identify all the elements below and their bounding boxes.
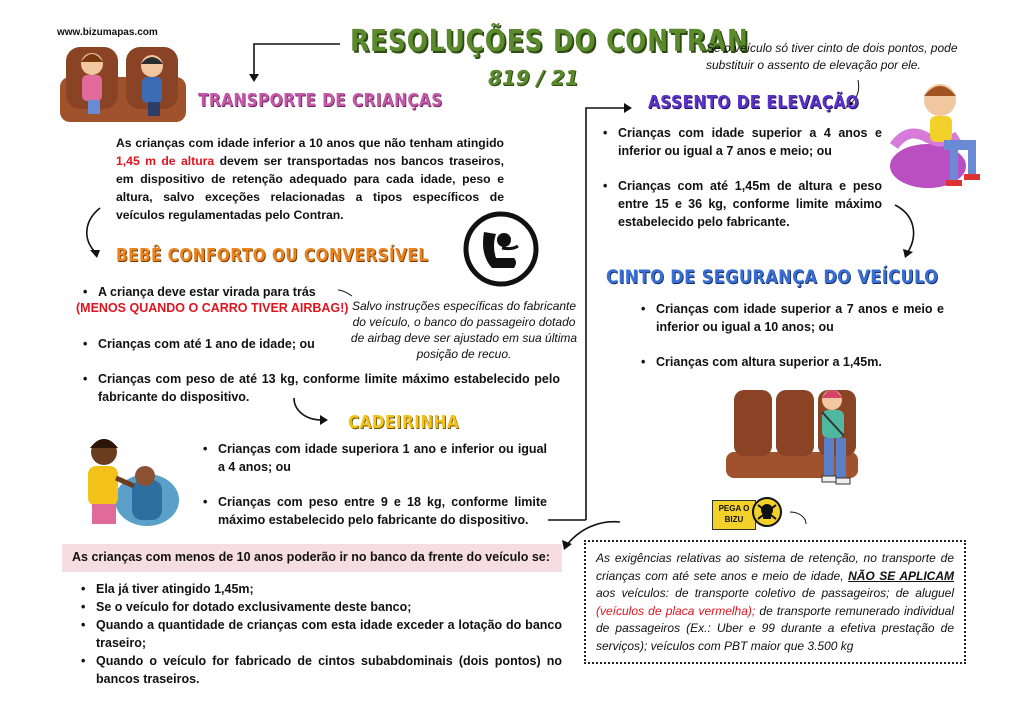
bizu-text-red: (veículos de placa vermelha);	[596, 603, 756, 618]
mother-child-seat-illustration	[72, 430, 182, 530]
assento-item-1-text: Crianças com idade superior a 4 anos e inferior ou igual a 7 anos e meio; ou	[618, 126, 882, 158]
cadeirinha-item-1-text: Crianças com idade superiora 1 ano e inferior ou igual a 4 anos; ou	[218, 442, 547, 474]
bizu-text-c: de transporte remunerado individual de passageiros (Ex.: Uber e 99 durante a efetiva prestação de serviços); veículos com PBT maior que 3.500 kg	[596, 603, 954, 653]
bizu-text-bold: NÃO SE APLICAM	[848, 568, 954, 583]
rear-facing-seat-icon	[462, 210, 540, 288]
bizu-tag-line1: PEGA O	[718, 504, 750, 513]
bebe-item-1	[80, 283, 340, 301]
bizu-note-box	[584, 540, 966, 664]
bebe-item-3	[80, 370, 560, 406]
bebe-item-2-text: Crianças com até 1 ano de idade; ou	[98, 337, 315, 351]
cadeirinha-item-2	[200, 493, 547, 529]
skull-icon	[752, 497, 782, 527]
frente-heading-bar	[62, 544, 562, 572]
assento-item-2	[600, 177, 882, 231]
cadeirinha-item-1	[200, 440, 547, 476]
cadeirinha-heading: CADEIRINHA	[348, 412, 460, 433]
assento-list	[600, 124, 882, 231]
frente-item: • Ela já tiver atingido 1,45m;	[78, 580, 562, 598]
cinto-heading: CINTO DE SEGURANÇA DO VEÍCULO	[606, 266, 939, 288]
bebe-list-c	[80, 370, 560, 406]
page-title: RESOLUÇÕES DO CONTRAN	[350, 24, 749, 59]
frente-heading: As crianças com menos de 10 anos poderão ir no banco da frente do veículo se:	[72, 550, 550, 564]
bebe-airbag-warning: (MENOS QUANDO O CARRO TIVER AIRBAG!)	[76, 301, 349, 315]
seatbelt-girl-illustration	[724, 380, 872, 504]
bizu-text-b: aos veículos: de transporte coletivo de passageiros; de aluguel	[596, 586, 954, 600]
bebe-item-3-text: Crianças com peso de até 13 kg, conforme limite máximo estabelecido pelo fabricante do dispositivo.	[98, 372, 560, 404]
assento-heading: ASSENTO DE ELEVAÇÃO	[648, 92, 860, 113]
bebe-list-a	[80, 283, 340, 301]
assento-two-point-note: Se o veículo só tiver cinto de dois pontos, pode substituir o assento de elevação por ele.	[706, 41, 958, 72]
site-url: www.bizumapas.com	[57, 27, 158, 38]
cinto-list	[638, 300, 944, 371]
booster-seat-child-illustration	[888, 76, 998, 200]
transporte-text-b: devem ser transportadas nos bancos traseiros, em dispositivo de retenção adequado para cada idade, peso e altura, salvo exceções relacionadas a tipos específicos de veículos regulamentadas pelo Contran.	[116, 154, 504, 222]
bizu-tag-line2: BIZU	[724, 515, 744, 524]
transporte-highlight: 1,45 m de altura	[116, 154, 215, 168]
bebe-heading: BEBÊ CONFORTO OU CONVERSÍVEL	[116, 245, 429, 266]
kids-backseat-illustration	[58, 42, 188, 127]
page-subtitle: 819 / 21	[488, 66, 579, 90]
frente-item: • Quando o veículo for fabricado de cintos subabdominais (dois pontos) no bancos traseiros.	[78, 652, 562, 688]
assento-item-1	[600, 124, 882, 160]
frente-list	[78, 580, 562, 688]
cinto-item-1-text: Crianças com idade superior a 7 anos e meio e inferior ou igual a 10 anos; ou	[656, 302, 944, 334]
bebe-airbag-note: Salvo instruções específicas do fabricante do veículo, o banco do passageiro dotado de airbag deve ser ajustado em sua última posição de recuo.	[350, 299, 578, 361]
bebe-item-2	[80, 335, 340, 353]
pega-o-bizu-tag	[712, 500, 756, 530]
cadeirinha-list	[200, 440, 547, 529]
transporte-paragraph	[116, 134, 504, 224]
bebe-list-b	[80, 335, 340, 353]
cinto-item-2-text: Crianças com altura superior a 1,45m.	[656, 355, 882, 369]
cinto-item-1	[638, 300, 944, 336]
transporte-text-a: As crianças com idade inferior a 10 anos que não tenham atingido	[116, 136, 504, 150]
bebe-item-1-text: A criança deve estar virada para trás	[98, 285, 316, 299]
frente-item: • Quando a quantidade de crianças com esta idade exceder a lotação do banco traseiro;	[78, 616, 562, 652]
transporte-heading: TRANSPORTE DE CRIANÇAS	[198, 90, 443, 111]
frente-item: • Se o veículo for dotado exclusivamente deste banco;	[78, 598, 562, 616]
cinto-item-2	[638, 353, 944, 371]
bizu-text-a: As exigências relativas ao sistema de retenção, no transporte de crianças com até sete anos e meio de idade,	[596, 551, 954, 583]
cadeirinha-item-2-text: Crianças com peso entre 9 e 18 kg, conforme limite máximo estabelecido pelo fabricante do dispositivo.	[218, 495, 547, 527]
assento-item-2-text: Crianças com até 1,45m de altura e peso entre 15 e 36 kg, conforme limite máximo estabelecido pelo fabricante.	[618, 179, 882, 229]
